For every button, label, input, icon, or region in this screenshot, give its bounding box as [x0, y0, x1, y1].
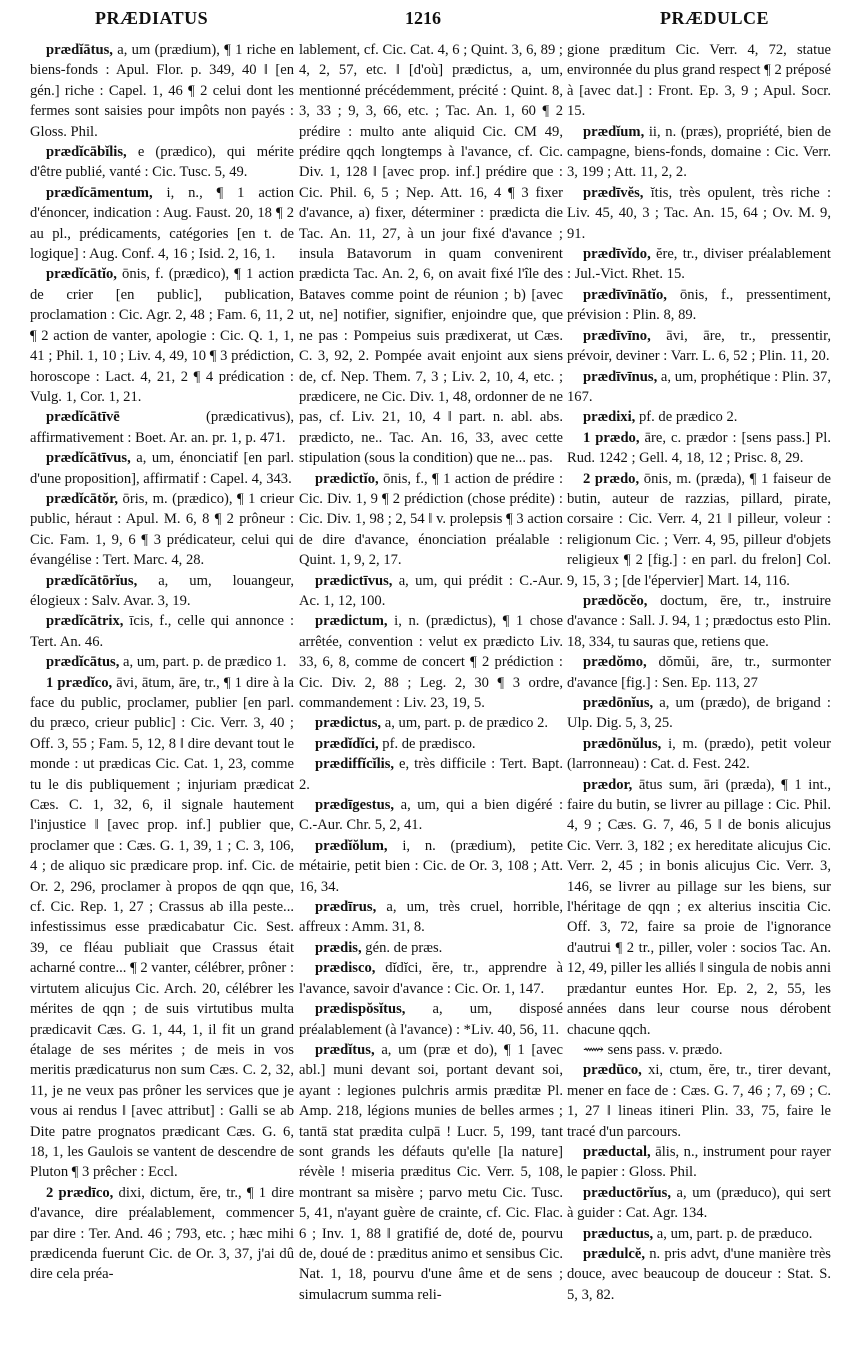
dictionary-entry: [30, 571, 294, 612]
definition-text: a, um, énonciatif [en parl. d'une proposition], affirmatif : Capel. 4, 343.: [30, 450, 294, 487]
headword: prædĭdĭci,: [315, 735, 379, 752]
definition-text: a, um, part. p. de prædico 2.: [381, 715, 549, 732]
header-first-word: PRÆDIATUS: [95, 8, 209, 28]
headword: prædĭcātĭo,: [46, 266, 117, 283]
dictionary-entry: [567, 775, 831, 1040]
definition-text: ĭtis, très opulent, très riche : Liv. 45, 40, 3 ; Tac. An. 15, 64 ; Ov. M. 9, 91.: [567, 184, 831, 242]
headword: prædĭcābĭlis,: [46, 144, 127, 161]
dictionary-entry: [299, 1040, 563, 1305]
definition-text: a, um (præ et do), ¶ 1 [avec abl.] muni devant soi, portant devant soi, ayant : legiones pulchris armis præditæ Pl. Amp. 218, légions munies de belles armes ; tantā stat prædita culpā ! Lucr. 5, 199, tant sont grands les défauts qu'elle [la nature] révèle ! miseria præditus Cic. Verr. 5, 108, montrant sa misère ; parvo metu Cic. Tusc. 5, 41, n'ayant guère de crainte, cf. Cic. Flac. 6 ; Inv. 1, 88 ‖ gratifié de, doté de, pourvu de, doué de : præditus animo et sensibus Cic. Nat. 1, 18, pourvu d'une âme et de sens ; simulacrum summa reli-: [299, 1041, 563, 1303]
header-last-word: PRÆDULCE: [660, 8, 770, 28]
dictionary-entry: [30, 40, 294, 142]
definition-text: a, um (prædium), ¶ 1 riche en biens-fonds : Apul. Flor. p. 349, 40 ‖ [en gén.] riche : Capel. 1, 46 ¶ 2 celui dont les fermes sont saisies pour impôts non payés : Gloss. Phil.: [30, 42, 294, 140]
headword: prædĭcātus,: [46, 654, 120, 671]
definition-text: ōris, m. (prædico), ¶ 1 crieur public, héraut : Apul. M. 6, 8 ¶ 2 prôneur : Cic. Fam. 1, 9, 6 ¶ 3 prédicateur, celui qui évangélise : Tert. Marc. 4, 28.: [30, 490, 294, 569]
dictionary-entry: [567, 326, 831, 367]
dictionary-entry: [567, 1224, 831, 1244]
dictionary-entry: [299, 469, 563, 571]
dictionary-entry: [567, 285, 831, 326]
headword: prædictĭo,: [315, 470, 379, 487]
definition-text: a, um (prædo), de brigand : Ulp. Dig. 5, 3, 25.: [567, 695, 831, 732]
dictionary-entry: [299, 571, 563, 612]
headword: prædor,: [583, 776, 633, 793]
headword: prædĭŏlum,: [315, 837, 388, 854]
headword: 2 prædīco,: [46, 1184, 114, 1201]
dictionary-entry: [30, 489, 294, 571]
definition-text: dŏmŭi, āre, tr., surmonter d'avance [fig.] : Sen. Ep. 113, 27: [567, 654, 831, 691]
column-2: [299, 40, 563, 1305]
headword: prædĭcātrix,: [46, 613, 124, 630]
headword: prædĭcātīvus,: [46, 450, 131, 467]
definition-text: i, m. (prædo), petit voleur (larronneau) : Cat. d. Fest. 242.: [567, 735, 831, 773]
definition-text: gione præditum Cic. Verr. 4, 72, statue environnée du plus grand respect ¶ 2 préposé à [avec dat.] : Front. Ep. 3, 9 ; Apul. Socr. 15.: [567, 42, 831, 120]
headword: præductōrĭus,: [583, 1184, 671, 1201]
dictionary-entry: [30, 448, 294, 489]
headword: prædōnŭlus,: [583, 735, 662, 752]
headword: prædĭcāmentum,: [46, 184, 153, 201]
definition-text: a, um, part. p. de prædico 1.: [119, 654, 287, 671]
headword: prædictus,: [315, 715, 382, 732]
dictionary-entry: [299, 836, 563, 897]
headword: prædisco,: [315, 960, 376, 977]
headword: prædŏcĕo,: [583, 592, 648, 609]
dictionary-entry: [30, 142, 294, 183]
definition-text: xi, ctum, ĕre, tr., tirer devant, mener en face de : Cæs. G. 7, 46 ; 7, 69 ; C. 1, 27 ‖ lineas itineri Plin. 33, 75, faire le tracé d'un parcours.: [567, 1062, 831, 1140]
headword: prædīrus,: [315, 899, 377, 916]
definition-text: a, um, prophétique : Plin. 37, 167.: [567, 368, 831, 405]
definition-text: e (prædico), qui mérite d'être publié, vanté : Cic. Tusc. 5, 49.: [30, 144, 294, 181]
column-1: [30, 40, 294, 1285]
dictionary-entry: [299, 754, 563, 795]
definition-text: a, um, qui a bien digéré : C.-Aur. Chr. 5, 2, 41.: [299, 797, 563, 834]
dictionary-entry: [567, 122, 831, 183]
dictionary-entry: [567, 734, 831, 775]
dictionary-entry: [567, 1244, 831, 1305]
dictionary-entry: [567, 1060, 831, 1142]
headword: prædīvĭdo,: [583, 246, 651, 263]
headword: prædōnĭus,: [583, 695, 654, 711]
dictionary-entry: [567, 244, 831, 285]
dictionary-entry: [299, 795, 563, 836]
dictionary-entry: [30, 611, 294, 652]
definition-text: i, n. (prædium), petite métairie, petit bien : Cic. de Or. 3, 108 ; Att. 16, 34.: [299, 837, 563, 895]
dictionary-entry: [299, 999, 563, 1040]
dictionary-entry: [567, 183, 831, 244]
headword: prædis,: [315, 939, 362, 956]
headword: 1 prædo,: [583, 429, 640, 446]
definition-text: n. pris advt, d'une manière très douce, avec beaucoup de douceur : Stat. S. 5, 3, 82.: [567, 1245, 831, 1303]
definition-text: a, um, qui prédit : C.-Aur. Ac. 1, 12, 100.: [299, 572, 563, 609]
dictionary-entry: [567, 367, 831, 408]
dictionary-entry: [567, 407, 831, 427]
definition-text: a, um (præduco), qui sert à guider : Cat. Agr. 134.: [567, 1184, 831, 1222]
headword: prædispŏsĭtus,: [315, 1001, 406, 1018]
entry-continuation: [567, 1040, 831, 1060]
headword: prædĭcātŏr,: [46, 490, 119, 507]
dictionary-entry: [299, 938, 563, 958]
dictionary-entry: [567, 1142, 831, 1183]
definition-text: pf. de prædico 2.: [635, 409, 738, 426]
dictionary-entry: [567, 469, 831, 591]
entry-continuation: [299, 40, 563, 469]
definition-text: āvi, ātum, āre, tr., ¶ 1 dire à la face du public, proclamer, publier [en parl. du præco, crieur public] : Cic. Verr. 3, 40 ; Off. 3, 55 ; Fam. 5, 12, 8 ‖ dire devant tout le monde : ut prædicas Cic. Cat. 1, 23, comme tu le dis publiquement ; injuriam prædicat Cæs. C. 1, 32, 6, il signale hautement l'injustice ‖ [avec prop. inf.] publier que, proclamer que : Cæs. G. 1, 39, 1 ; C. 3, 106, 4 ; de aliquo sic prædicare prop. inf. Cic. de Or. 2, 296, proclamer à propos de qqn que, cf. Cic. Rep. 1, 27 ; Crassus ab illa peste... infestissimus esse prædicabatur Cic. Sest. 39, ce fléau publiait que Crassus était acharné contre... ¶ 2 vanter, célébrer, prôner : virtutem alicujus Cic. Arch. 20, célébrer les mérites de qqn ; de suis virtutibus multa prædicavit Cæs. G. 1, 44, 1, il fit un grand étalage de ses mérites ; de meis in vos meritis prædicaturus non sum Cæs. C. 2, 32, 11, je ne veux pas prôner les services que je vous ai rendus ‖ [avec attribut] : Galli se ab Dite patre prognatos prædicant Cæs. G. 6, 18, 1, les Gaulois se vantent de descendre de Pluton ¶ 3 prêcher : Eccl.: [30, 674, 295, 1181]
definition-text: a, um, très cruel, horrible, affreux : Amm. 31, 8.: [299, 899, 563, 936]
headword: prædiffĭcĭlis,: [315, 756, 395, 773]
dictionary-entry: [30, 183, 294, 265]
definition-text: āvi, āre, tr., pressentir, prévoir, deviner : Varr. L. 6, 52 ; Plin. 11, 20.: [567, 327, 831, 365]
headword: prædīvīnus,: [583, 368, 658, 385]
dictionary-entry: [30, 652, 294, 672]
definition-text: ōnis, f., ¶ 1 action de prédire : Cic. Div. 1, 9 ¶ 2 prédiction (chose prédite) : Cic. Div. 1, 98 ; 2, 54 ‖ v. prolepsis ¶ 3 action de dire d'avance, énonciation préalable : Quint. 1, 9, 2, 17.: [299, 470, 563, 569]
dictionary-entry: [567, 652, 831, 693]
definition-text: ōnis, f., pressentiment, prévision : Plin. 8, 89.: [567, 286, 831, 324]
definition-text: dĭdĭci, ĕre, tr., apprendre à l'avance, savoir d'avance : Cic. Or. 1, 147.: [299, 960, 563, 997]
headword: prædīvĕs,: [583, 184, 644, 201]
headword: prædulcĕ,: [583, 1245, 646, 1262]
definition-text: e, très difficile : Tert. Bapt. 2.: [299, 756, 563, 793]
page-number: 1216: [405, 8, 441, 28]
definition-text: sens pass. v. prædo.: [603, 1041, 723, 1058]
dictionary-entry: [30, 673, 294, 1183]
headword: præductal,: [583, 1143, 651, 1160]
dictionary-entry: [299, 734, 563, 754]
definition-text: ōnis, m. (præda), ¶ 1 faiseur de butin, auteur de razzias, pillard, pirate, corsaire : Cic. Verr. 4, 21 ‖ pilleur, voleur : religionum Cic. ; Verr. 4, 95, pilleur d'objets religieux ¶ 2 [fig.] : en parl. du frelon] Col. 9, 15, 3 ; [de l'épervier] Mart. 14, 116.: [567, 470, 832, 589]
definition-text: lablement, cf. Cic. Cat. 4, 6 ; Quint. 3, 6, 89 ; 4, 2, 57, etc. ‖ [d'où] prædictus, a, um, mentionné précédemment, précité : Quint. 8, 3, 33 ; 9, 3, 66, etc. ; Tac. An. 1, 60 ¶ 2 prédire : multo ante aliquid Cic. CM 49, prédire qqch longtemps à l'avance, cf. Cic. Div. 1, 128 ‖ [avec prop. inf.] prédire que : Cic. Phil. 6, 5 ; Nep. Att. 16, 4 ¶ 3 fixer d'avance, a) fixer, déterminer : prædicta die Tac. An. 11, 27, à un jour fixé d'avance ; insula Batavorum in quam convenirent prædicta Tac. An. 2, 6, on avait fixé l'île des Bataves comme point de réunion ; b) [avec ut, ne] notifier, signifier, enjoindre que, que ne pas : Pompeius suis prædixerat, ut Cæs. C. 3, 92, 2. Pompée avait enjoint aux siens de, cf. Nep. Them. 7, 3 ; Liv. 2, 10, 4, etc. ; prædicere, ne Cic. Div. 1, 48, ordonner de ne pas, cf. Liv. 21, 10, 4 ‖ part. n. abl. abs. prædicto, ne.. Tac. An. 16, 33, avec cette stipulation (sous la condition) que ne... pas.: [299, 42, 563, 467]
definition-text: ii, n. (præs), propriété, bien de campagne, biens-fonds, domaine : Cic. Verr. 3, 199 ; Att. 11, 2, 2.: [567, 123, 831, 181]
definition-text: i, n., ¶ 1 action d'énoncer, indication : Aug. Faust. 20, 18 ¶ 2 au pl., prédicaments, catégories [en t. de logique] : Aug. Conf. 4, 16 ; Isid. 2, 16, 1.: [30, 184, 294, 263]
entry-continuation: [567, 40, 831, 122]
dictionary-entry: [299, 713, 563, 733]
definition-text: pf. de prædisco.: [378, 735, 476, 752]
dictionary-entry: [30, 1183, 294, 1285]
running-header: [0, 8, 854, 34]
dictionary-entry: [299, 897, 563, 938]
headword: prædīvīno,: [583, 327, 651, 344]
headword: prædĭcātīvē: [46, 409, 120, 426]
dictionary-entry: [567, 693, 831, 734]
dictionary-entry: [567, 428, 831, 469]
definition-text: a, um, louangeur, élogieux : Salv. Avar. 3, 19.: [30, 572, 294, 609]
headword: prædīvīnātĭo,: [583, 286, 667, 303]
definition-text: i, n. (prædictus), ¶ 1 chose arrêtée, convention : velut ex prædicto Liv. 33, 6, 8, comme de concert ¶ 2 prédiction : Cic. Div. 2, 88 ; Leg. 2, 30 ¶ 3 ordre, commandement : Liv. 23, 19, 5.: [299, 613, 563, 711]
definition-text: ātus sum, āri (præda), ¶ 1 int., faire du butin, se livrer au pillage : Cic. Phil. 4, 9 ; Cæs. G. 7, 46, 5 ‖ de bonis alicujus Cic. Verr. 3, 182 ; ex hereditate alicujus Cic. Verr. 2, 45 ; in bonis alicujus Cic. Verr. 3, 146, se livrer au pillage sur les biens, sur l'héritage de qqn ; ex alterius inscitia Cic. Off. 3, 72, faire sa proie de l'ignorance d'autrui ¶ 2 tr., piller, voler : socios Tac. An. 12, 49, piller les alliés ‖ singula de nobis anni prædantur euntes Hor. Ep. 2, 2, 55, les années dans leur course nous dérobent chacune qqch.: [567, 776, 831, 1038]
definition-text: dixi, dictum, ĕre, tr., ¶ 1 dire d'avance, dire préalablement, commencer par dire : Ter. And. 46 ; 793, etc. ; hæc mihi prædicenda fuerunt Cic. de Or. 3, 37, j'ai dû dire cela préa-: [30, 1184, 295, 1283]
headword: prædĭātus,: [46, 42, 113, 58]
dictionary-entry: [567, 1183, 831, 1224]
definition-text: īcis, f., celle qui annonce : Tert. An. 46.: [30, 613, 294, 650]
arrow-icon: ⟿: [583, 1041, 604, 1058]
definition-text: gén. de præs.: [361, 939, 443, 956]
headword: præductus,: [583, 1225, 654, 1242]
definition-text: āre, c. prædor : [sens pass.] Pl. Rud. 1242 ; Gell. 4, 18, 12 ; Prisc. 8, 29.: [567, 429, 831, 467]
definition-text: doctum, ēre, tr., instruire d'avance : Sall. J. 94, 1 ; prædoctus esto Plin. 18, 334, tu sauras que, retiens que.: [567, 592, 831, 650]
definition-text: ālis, n., instrument pour rayer le papier : Gloss. Phil.: [567, 1143, 831, 1181]
headword: 2 prædo,: [583, 470, 640, 487]
dictionary-entry: [567, 591, 831, 652]
headword: prædĭtus,: [315, 1041, 375, 1058]
headword: prædixi,: [583, 409, 636, 426]
definition-text: ōnis, f. (prædico), ¶ 1 action de crier [en public], publication, proclamation : Cic. Agr. 2, 48 ; Fam. 6, 11, 2 ¶ 2 action de vanter, apologie : Cic. Q. 1, 1, 41 ; Phil. 1, 10 ; Liv. 4, 49, 10 ¶ 3 prédiction, horoscope : Lact. 4, 21, 2 ¶ 4 prédication : Vulg. 1, Cor. 1, 21.: [30, 266, 294, 405]
definition-text: (prædicativus), affirmativement : Boet. Ar. an. pr. 1, p. 471.: [30, 409, 294, 446]
definition-text: a, um, part. p. de præduco.: [653, 1225, 813, 1242]
headword: prædūco,: [583, 1062, 642, 1079]
dictionary-entry: [30, 407, 294, 448]
definition-text: ĕre, tr., diviser préalablement : Jul.-Vict. Rhet. 15.: [567, 246, 831, 283]
headword: prædŏmo,: [583, 654, 647, 671]
headword: prædĭum,: [583, 123, 645, 140]
definition-text: a, um, disposé préalablement (à l'avance) : *Liv. 40, 56, 11.: [299, 1001, 563, 1038]
dictionary-entry: [299, 611, 563, 713]
headword: 1 prædĭco,: [46, 674, 113, 691]
column-3: [567, 40, 831, 1305]
headword: prædictum,: [315, 613, 388, 630]
headword: prædīgestus,: [315, 797, 395, 814]
headword: prædĭcātōrĭus,: [46, 572, 138, 589]
dictionary-entry: [30, 264, 294, 407]
dictionary-entry: [299, 958, 563, 999]
headword: prædictīvus,: [315, 572, 393, 589]
